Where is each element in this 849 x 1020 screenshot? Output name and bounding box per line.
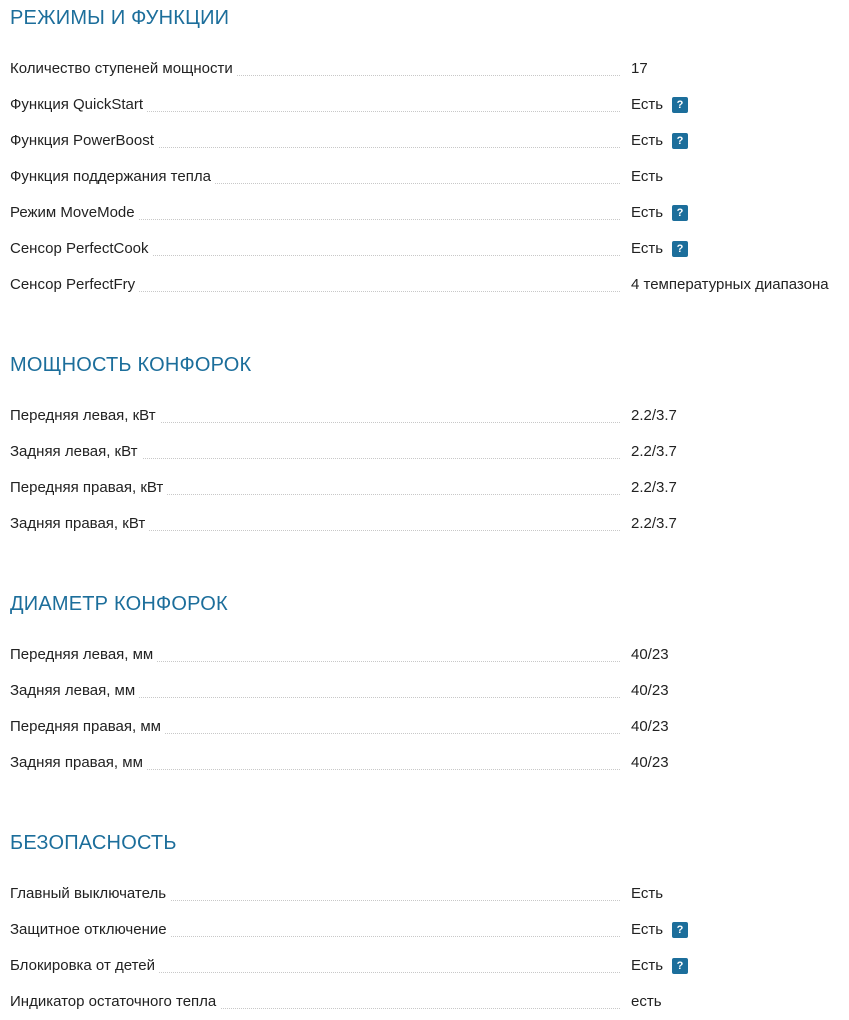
spec-value: Есть xyxy=(631,885,664,902)
spec-value-wrap xyxy=(631,876,663,912)
spec-label: Функция поддержания тепла xyxy=(10,159,215,195)
spec-row xyxy=(10,398,849,434)
spec-row xyxy=(10,231,849,267)
spec-row xyxy=(10,745,849,781)
spec-label: Задняя правая, мм xyxy=(10,745,147,781)
spec-row xyxy=(10,673,849,709)
spec-label: Индикатор остаточного тепла xyxy=(10,984,220,1020)
spec-value-wrap xyxy=(631,398,677,434)
spec-label: Функция PowerBoost xyxy=(10,123,158,159)
spec-label: Защитное отключение xyxy=(10,912,171,948)
spec-list xyxy=(10,637,849,781)
section-burner-power xyxy=(10,347,849,542)
question-mark-icon[interactable]: ? xyxy=(672,133,688,149)
spec-value-wrap xyxy=(631,87,688,123)
spec-value: 40/23 xyxy=(631,754,669,771)
spec-label: Передняя правая, кВт xyxy=(10,470,167,506)
spec-value-wrap xyxy=(631,709,669,745)
specs-page xyxy=(10,0,849,1020)
spec-label: Задняя левая, мм xyxy=(10,673,139,709)
spec-label: Количество ступеней мощности xyxy=(10,51,237,87)
spec-value-wrap xyxy=(631,231,688,267)
spec-row xyxy=(10,948,849,984)
question-mark-icon[interactable]: ? xyxy=(672,205,688,221)
spec-row xyxy=(10,912,849,948)
spec-row xyxy=(10,87,849,123)
spec-label: Передняя левая, кВт xyxy=(10,398,160,434)
spec-value-wrap xyxy=(631,267,829,303)
spec-value: Есть xyxy=(631,204,664,221)
spec-value-wrap xyxy=(631,637,669,673)
spec-row xyxy=(10,267,849,303)
spec-value: 2.2/3.7 xyxy=(631,479,677,496)
section-title: МОЩНОСТЬ КОНФОРОК xyxy=(10,354,252,376)
spec-value: Есть xyxy=(631,132,664,149)
spec-row xyxy=(10,876,849,912)
spec-value: 40/23 xyxy=(631,718,669,735)
spec-value-wrap xyxy=(631,912,688,948)
spec-value: 17 xyxy=(631,60,648,77)
spec-value: 4 температурных диапазона xyxy=(631,276,829,293)
spec-value-wrap xyxy=(631,195,688,231)
spec-value: есть xyxy=(631,993,662,1010)
spec-value-wrap xyxy=(631,984,662,1020)
question-mark-icon[interactable]: ? xyxy=(672,958,688,974)
spec-value-wrap xyxy=(631,159,663,195)
spec-value-wrap xyxy=(631,745,669,781)
spec-value-wrap xyxy=(631,123,688,159)
spec-value-wrap xyxy=(631,434,677,470)
spec-value: 2.2/3.7 xyxy=(631,407,677,424)
spec-value-wrap xyxy=(631,470,677,506)
spec-list xyxy=(10,51,849,303)
spec-value: 40/23 xyxy=(631,682,669,699)
spec-value: 2.2/3.7 xyxy=(631,443,677,460)
spec-label: Функция QuickStart xyxy=(10,87,147,123)
spec-label: Передняя правая, мм xyxy=(10,709,165,745)
spec-row xyxy=(10,434,849,470)
spec-row xyxy=(10,984,849,1020)
spec-list xyxy=(10,876,849,1020)
spec-value-wrap xyxy=(631,673,669,709)
section-title: РЕЖИМЫ И ФУНКЦИИ xyxy=(10,7,230,29)
question-mark-icon[interactable]: ? xyxy=(672,97,688,113)
spec-label: Задняя правая, кВт xyxy=(10,506,149,542)
spec-label: Передняя левая, мм xyxy=(10,637,157,673)
question-mark-icon[interactable]: ? xyxy=(672,241,688,257)
spec-label: Сенсор PerfectFry xyxy=(10,267,139,303)
spec-row xyxy=(10,51,849,87)
spec-value: Есть xyxy=(631,957,664,974)
spec-row xyxy=(10,637,849,673)
spec-label: Блокировка от детей xyxy=(10,948,159,984)
spec-row xyxy=(10,506,849,542)
spec-label: Главный выключатель xyxy=(10,876,170,912)
spec-label: Задняя левая, кВт xyxy=(10,434,142,470)
section-title: ДИАМЕТР КОНФОРОК xyxy=(10,593,228,615)
spec-row xyxy=(10,159,849,195)
spec-label: Режим MoveMode xyxy=(10,195,139,231)
section-burner-diameter xyxy=(10,586,849,781)
spec-value: 40/23 xyxy=(631,646,669,663)
spec-value-wrap xyxy=(631,51,648,87)
section-title: БЕЗОПАСНОСТЬ xyxy=(10,832,177,854)
spec-label: Сенсор PerfectCook xyxy=(10,231,153,267)
spec-row xyxy=(10,470,849,506)
spec-list xyxy=(10,398,849,542)
spec-value-wrap xyxy=(631,506,677,542)
spec-row xyxy=(10,195,849,231)
section-modes-functions xyxy=(10,0,849,303)
spec-value: Есть xyxy=(631,96,664,113)
spec-value: 2.2/3.7 xyxy=(631,515,677,532)
spec-row xyxy=(10,709,849,745)
spec-value: Есть xyxy=(631,921,664,938)
question-mark-icon[interactable]: ? xyxy=(672,922,688,938)
section-safety xyxy=(10,825,849,1020)
spec-value: Есть xyxy=(631,240,664,257)
spec-row xyxy=(10,123,849,159)
spec-value: Есть xyxy=(631,168,664,185)
spec-value-wrap xyxy=(631,948,688,984)
